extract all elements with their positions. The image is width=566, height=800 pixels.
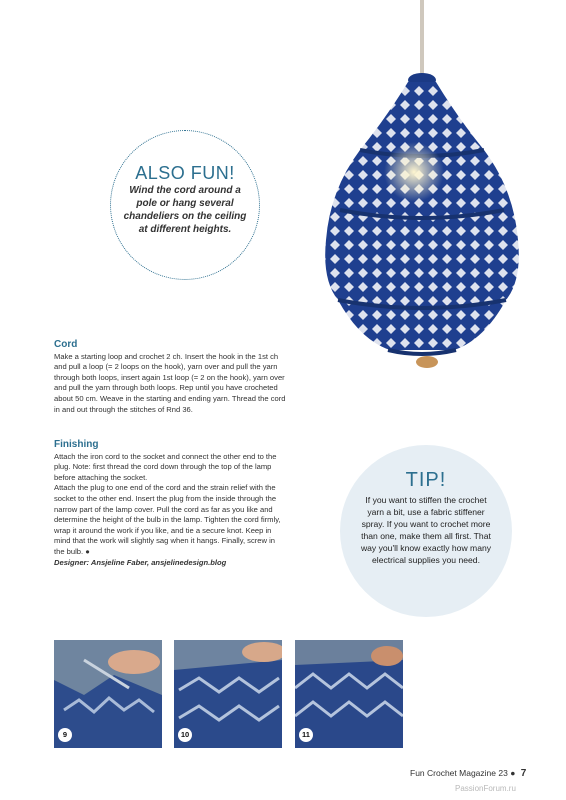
cord-text: Make a starting loop and crochet 2 ch. Insert the hook in the 1st ch and pull a loop (= 2 loops on the hook), yarn over and pull the yarn through both loops, insert again 1st loop (= 2 on the hook), yarn over and pull the yarn through both loops. Rep until you have crocheted about 50 cm. Weave in the starting and ending yarn. Thread the cord in and out through the stitches of Rnd 36. xyxy=(54,351,286,414)
step-number-11: 11 xyxy=(299,728,313,742)
page-number: 7 xyxy=(520,768,527,779)
finishing-text-1: Attach the iron cord to the socket and connect the other end to the plug. Note: first thread the cord down through the top of the lamp before attaching the socket. xyxy=(54,451,277,482)
finishing-text-2: Attach the plug to one end of the cord and the strain relief with the socket to the other end. Insert the plug from the inside through the narrow part of the lamp cover. Pull the cord as far as you like and determine the height of the bulb in the lamp. Tighten the cord firmly, wrap it around the work if you like, and tie a secure knot. Keep in mind that the work will slightly sag when it hangs. Finally, screw in the bulb. ● xyxy=(54,483,281,556)
watermark: PassionForum.ru xyxy=(455,784,516,793)
cord-heading: Cord xyxy=(54,339,78,350)
also-fun-text: Wind the cord around a pole or hang several chandeliers on the ceiling at different heights. xyxy=(123,185,247,235)
finishing-section xyxy=(54,440,286,568)
step-photo-9 xyxy=(54,640,162,748)
crochet-lamp-image xyxy=(300,0,560,380)
tip-callout xyxy=(340,445,512,617)
page-footer xyxy=(410,768,526,779)
step-number-10: 10 xyxy=(178,728,192,742)
cord-section xyxy=(54,340,286,415)
designer-credit: Designer: Ansjeline Faber, ansjelinedesign.blog xyxy=(54,557,227,567)
tip-title: TIP! xyxy=(405,469,447,491)
also-fun-callout xyxy=(110,130,260,280)
footer-bullet: ● xyxy=(510,768,516,778)
step-photo-10 xyxy=(174,640,282,748)
also-fun-title: ALSO FUN! xyxy=(135,163,235,183)
finishing-heading: Finishing xyxy=(54,439,99,450)
step-photo-11 xyxy=(295,640,403,748)
magazine-name: Fun Crochet Magazine 23 xyxy=(410,768,508,778)
step-number-9: 9 xyxy=(58,728,72,742)
tip-text: If you want to stiffen the crochet yarn a bit, use a fabric stiffener spray. If you want to crochet more than one, make them all first. That way you'll know exactly how many electrical supplies you need. xyxy=(360,495,492,565)
